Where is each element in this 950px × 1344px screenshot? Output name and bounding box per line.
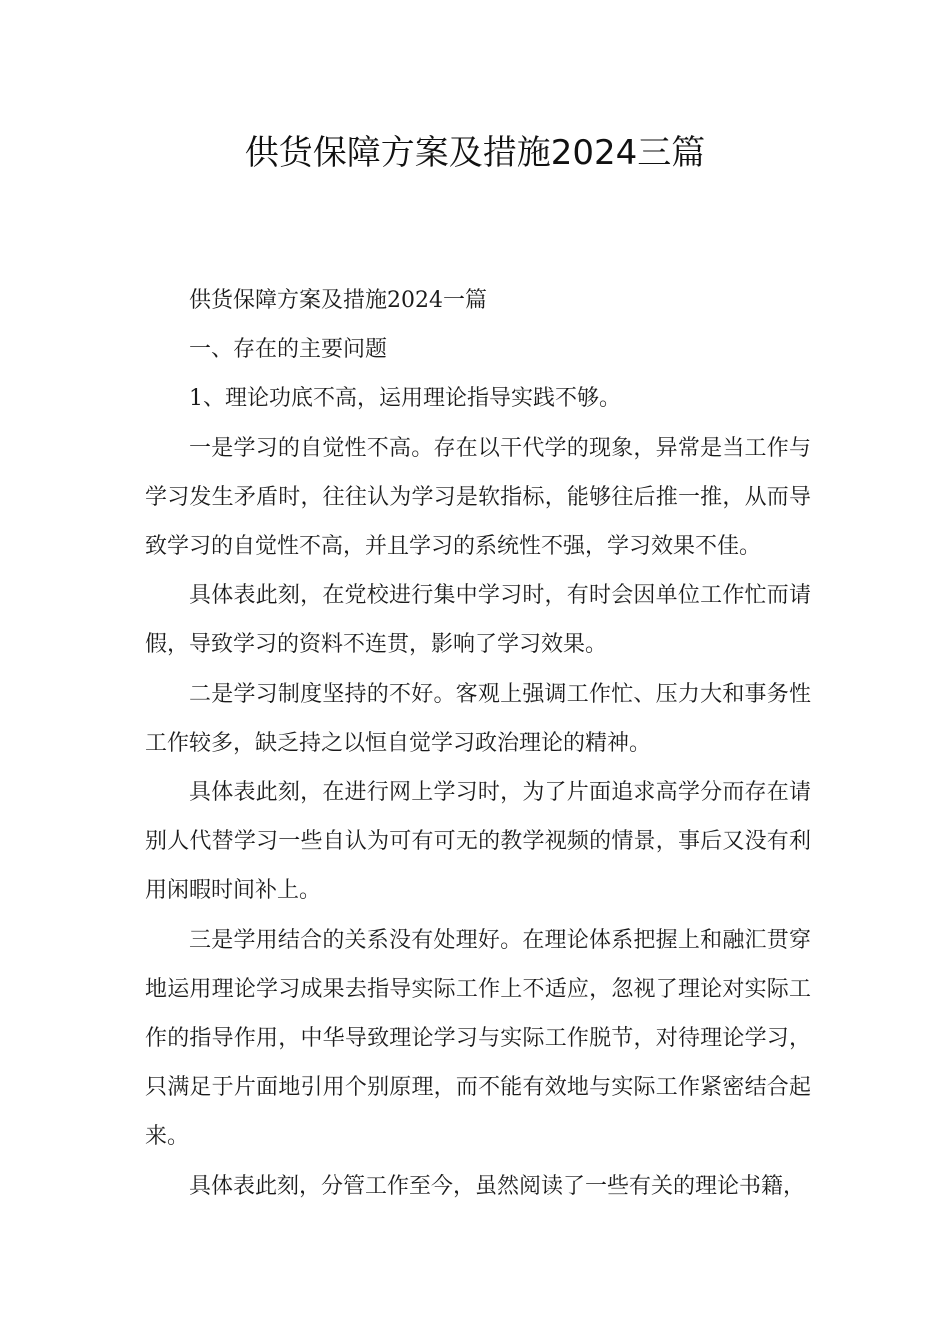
- paragraph-section-heading: 供货保障方案及措施2024一篇: [189, 288, 487, 313]
- paragraph: 具体表此刻，在党校进行集中学习时，有时会因单位工作忙而请假，导致学习的资料不连贯，影响了学习效果。: [145, 583, 811, 658]
- paragraph: 具体表此刻，在进行网上学习时，为了片面追求高学分而存在请别人代替学习一些自认为可有可无的教学视频的情景，事后又没有利用闲暇时间补上。: [145, 780, 811, 904]
- document-title: 供货保障方案及措施2024三篇: [244, 133, 706, 173]
- paragraph: 具体表此刻，分管工作至今，虽然阅读了一些有关的理论书籍，: [189, 1173, 806, 1199]
- paragraph: 二是学习制度坚持的不好。客观上强调工作忙、压力大和事务性工作较多，缺乏持之以恒自觉学习政治理论的精神。: [145, 681, 811, 756]
- paragraph-problems-heading: 一、存在的主要问题: [189, 337, 388, 363]
- paragraph: 三是学用结合的关系没有处理好。在理论体系把握上和融汇贯穿地运用理论学习成果去指导实际工作上不适应，忽视了理论对实际工作的指导作用，中华导致理论学习与实际工作脱节，对待理论学习，只满足于片面地引用个别原理，而不能有效地与实际工作紧密结合起来。: [145, 927, 811, 1150]
- paragraph-point-1: 1、理论功底不高，运用理论指导实践不够。: [189, 386, 621, 412]
- document-body: [145, 276, 811, 1211]
- paragraph: 一是学习的自觉性不高。存在以干代学的现象，异常是当工作与学习发生矛盾时，往往认为学习是软指标，能够往后推一推，从而导致学习的自觉性不高，并且学习的系统性不强，学习效果不佳。: [145, 435, 811, 560]
